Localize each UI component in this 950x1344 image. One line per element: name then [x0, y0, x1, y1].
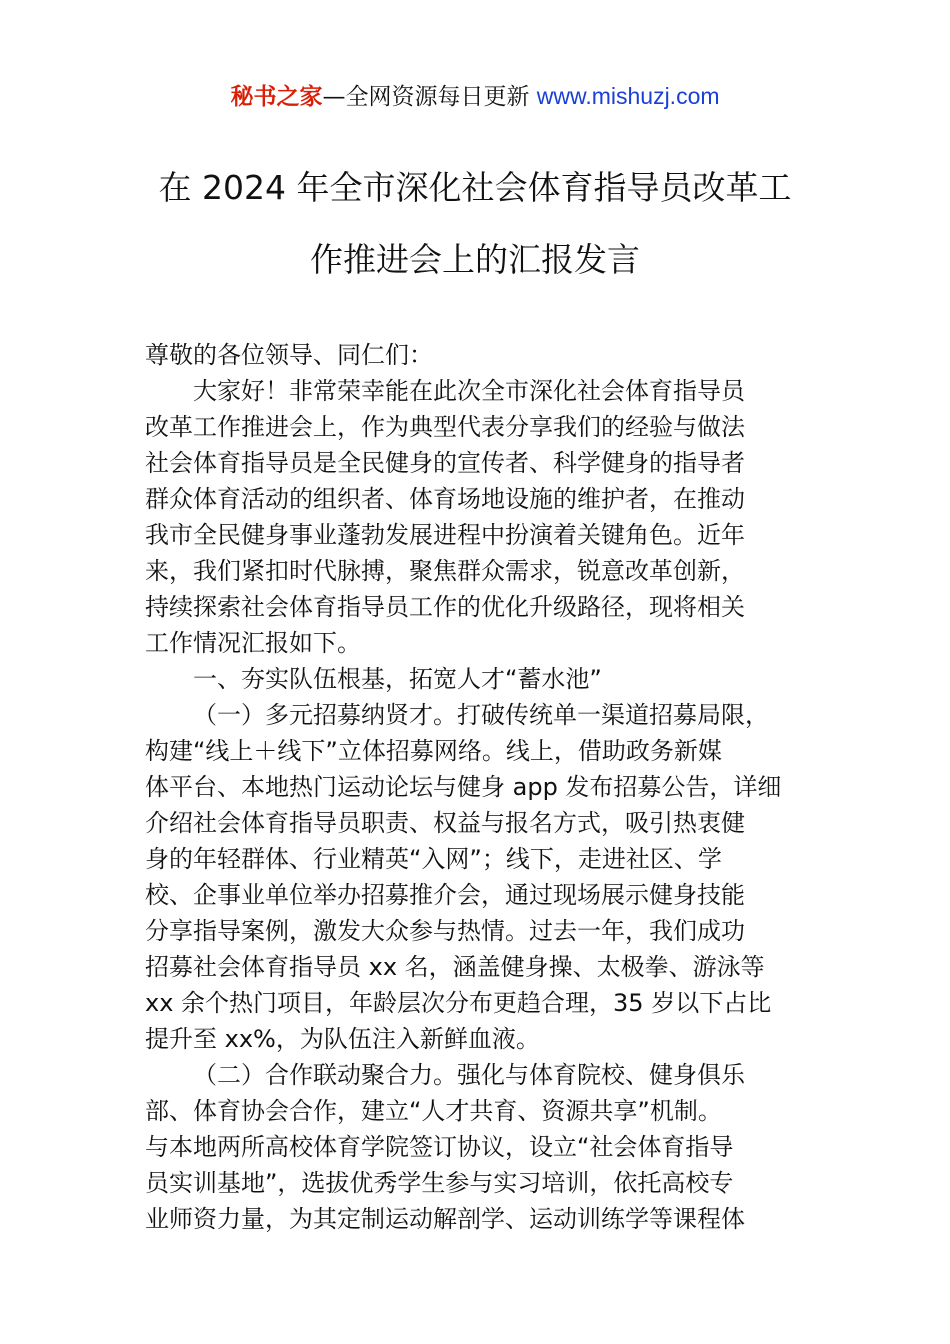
text-line: 分享指导案例，激发大众参与热情。过去一年，我们成功 — [145, 917, 745, 945]
title-line-2: 作推进会上的汇报发言 — [310, 240, 640, 279]
text-line: 部、体育协会合作，建立“人才共育、资源共享”机制。 — [145, 1097, 722, 1125]
text-line: 体平台、本地热门运动论坛与健身 app 发布招募公告，详细 — [145, 773, 782, 801]
section-heading-text: 一、夯实队伍根基，拓宽人才“蓄水池” — [193, 665, 602, 693]
text-line: 身的年轻群体、行业精英“入网”；线下，走进社区、学 — [145, 845, 722, 873]
text-line: 构建“线上＋线下”立体招募网络。线上，借助政务新媒 — [145, 737, 722, 765]
text-line: 招募社会体育指导员 xx 名，涵盖健身操、太极拳、游泳等 — [145, 953, 765, 981]
text-line: 工作情况汇报如下。 — [145, 629, 361, 657]
greeting: 尊敬的各位领导、同仁们： — [145, 341, 433, 369]
text-line: 群众体育活动的组织者、体育场地设施的维护者，在推动 — [145, 485, 745, 513]
document-body — [145, 337, 810, 1237]
paragraph-recruitment — [145, 697, 810, 1057]
text-line: 员实训基地”，选拔优秀学生参与实习培训，依托高校专 — [145, 1169, 734, 1197]
title-line-1: 在 2024 年全市深化社会体育指导员改革工 — [158, 168, 792, 207]
text-line: （二）合作联动聚合力。强化与体育院校、健身俱乐 — [193, 1061, 745, 1089]
text-line: 介绍社会体育指导员职责、权益与报名方式，吸引热衷健 — [145, 809, 745, 837]
header-tagline: —全网资源每日更新 — [322, 84, 530, 110]
brand-name: 秘书之家 — [230, 84, 323, 110]
paragraph-cooperation — [145, 1057, 810, 1237]
text-line: 持续探索社会体育指导员工作的优化升级路径，现将相关 — [145, 593, 745, 621]
paragraph-intro — [145, 373, 810, 661]
text-line: 改革工作推进会上，作为典型代表分享我们的经验与做法 — [145, 413, 745, 441]
text-line: 大家好！非常荣幸能在此次全市深化社会体育指导员 — [193, 377, 745, 405]
site-header — [0, 80, 950, 113]
text-line: 业师资力量，为其定制运动解剖学、运动训练学等课程体 — [145, 1205, 745, 1233]
text-line: 与本地两所高校体育学院签订协议，设立“社会体育指导 — [145, 1133, 734, 1161]
text-line: 社会体育指导员是全民健身的宣传者、科学健身的指导者 — [145, 449, 745, 477]
section-heading-1 — [145, 661, 810, 697]
text-line: 我市全民健身事业蓬勃发展进程中扮演着关键角色。近年 — [145, 521, 745, 549]
site-url[interactable]: www.mishuzj.com — [536, 83, 720, 109]
text-line: 提升至 xx%，为队伍注入新鲜血液。 — [145, 1025, 540, 1053]
text-line: 来，我们紧扣时代脉搏，聚焦群众需求，锐意改革创新， — [145, 557, 745, 585]
text-line: 校、企事业单位举办招募推介会，通过现场展示健身技能 — [145, 881, 745, 909]
text-line: （一）多元招募纳贤才。打破传统单一渠道招募局限， — [193, 701, 769, 729]
document-title — [0, 152, 950, 296]
text-line: xx 余个热门项目，年龄层次分布更趋合理，35 岁以下占比 — [145, 989, 772, 1017]
